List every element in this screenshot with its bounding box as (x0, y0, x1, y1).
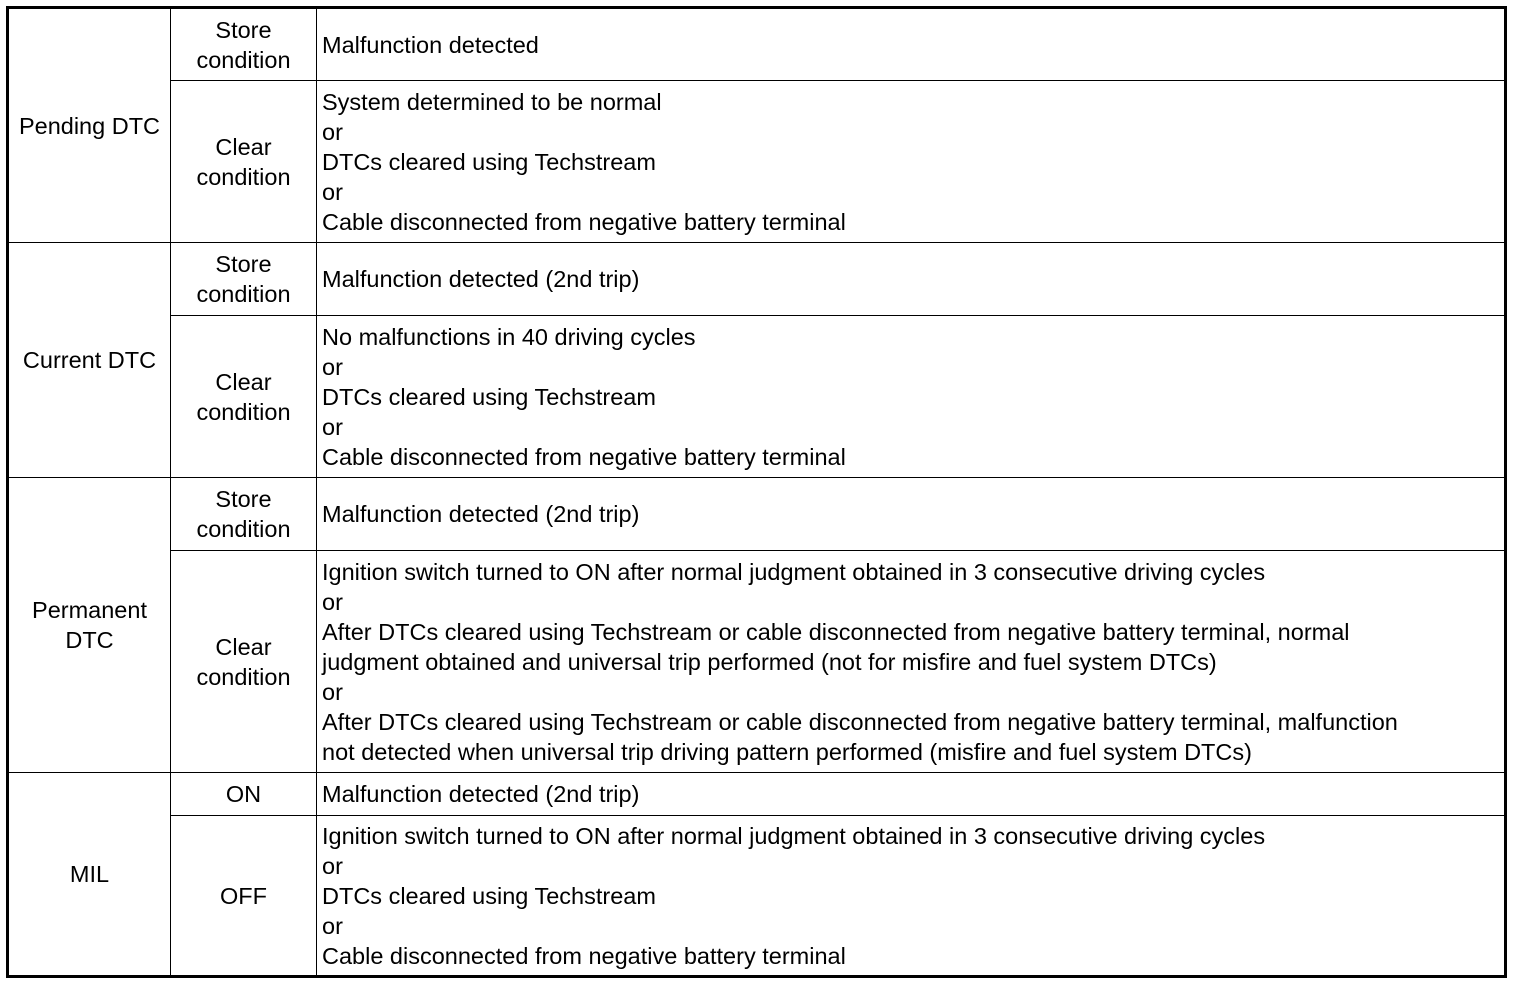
condition-description: Malfunction detected (2nd trip) (317, 773, 1506, 816)
table-row (8, 773, 1506, 816)
condition-label: Store condition (171, 243, 317, 316)
dtc-condition-table (6, 6, 1507, 978)
condition-description: System determined to be normal or DTCs cleared using Techstream or Cable disconnected from negative battery terminal (317, 81, 1506, 243)
condition-label: Store condition (171, 478, 317, 551)
table-row (8, 8, 1506, 81)
condition-description: Malfunction detected (317, 8, 1506, 81)
group-label-permanent-dtc: Permanent DTC (8, 478, 171, 773)
table-row (8, 478, 1506, 551)
condition-description: Malfunction detected (2nd trip) (317, 243, 1506, 316)
group-label-current-dtc: Current DTC (8, 243, 171, 478)
table-row (8, 551, 1506, 773)
condition-label: Store condition (171, 8, 317, 81)
condition-description: Malfunction detected (2nd trip) (317, 478, 1506, 551)
condition-label: Clear condition (171, 551, 317, 773)
group-label-pending-dtc: Pending DTC (8, 8, 171, 243)
condition-description: No malfunctions in 40 driving cycles or DTCs cleared using Techstream or Cable disconnected from negative battery terminal (317, 316, 1506, 478)
condition-label: Clear condition (171, 81, 317, 243)
table-row (8, 316, 1506, 478)
condition-label: OFF (171, 816, 317, 977)
condition-description: Ignition switch turned to ON after normal judgment obtained in 3 consecutive driving cycles or After DTCs cleared using Techstream or cable disconnected from negative battery terminal, normal judgment obtained and universal trip performed (not for misfire and fuel system DTCs) or After DTCs cleared using Techstream or cable disconnected from negative battery terminal, malfunction not detected when universal trip driving pattern performed (misfire and fuel system DTCs) (317, 551, 1506, 773)
condition-description: Ignition switch turned to ON after normal judgment obtained in 3 consecutive driving cycles or DTCs cleared using Techstream or Cable disconnected from negative battery terminal (317, 816, 1506, 977)
condition-label: ON (171, 773, 317, 816)
condition-label: Clear condition (171, 316, 317, 478)
table-row (8, 816, 1506, 977)
table-row (8, 243, 1506, 316)
table-row (8, 81, 1506, 243)
group-label-mil: MIL (8, 773, 171, 977)
